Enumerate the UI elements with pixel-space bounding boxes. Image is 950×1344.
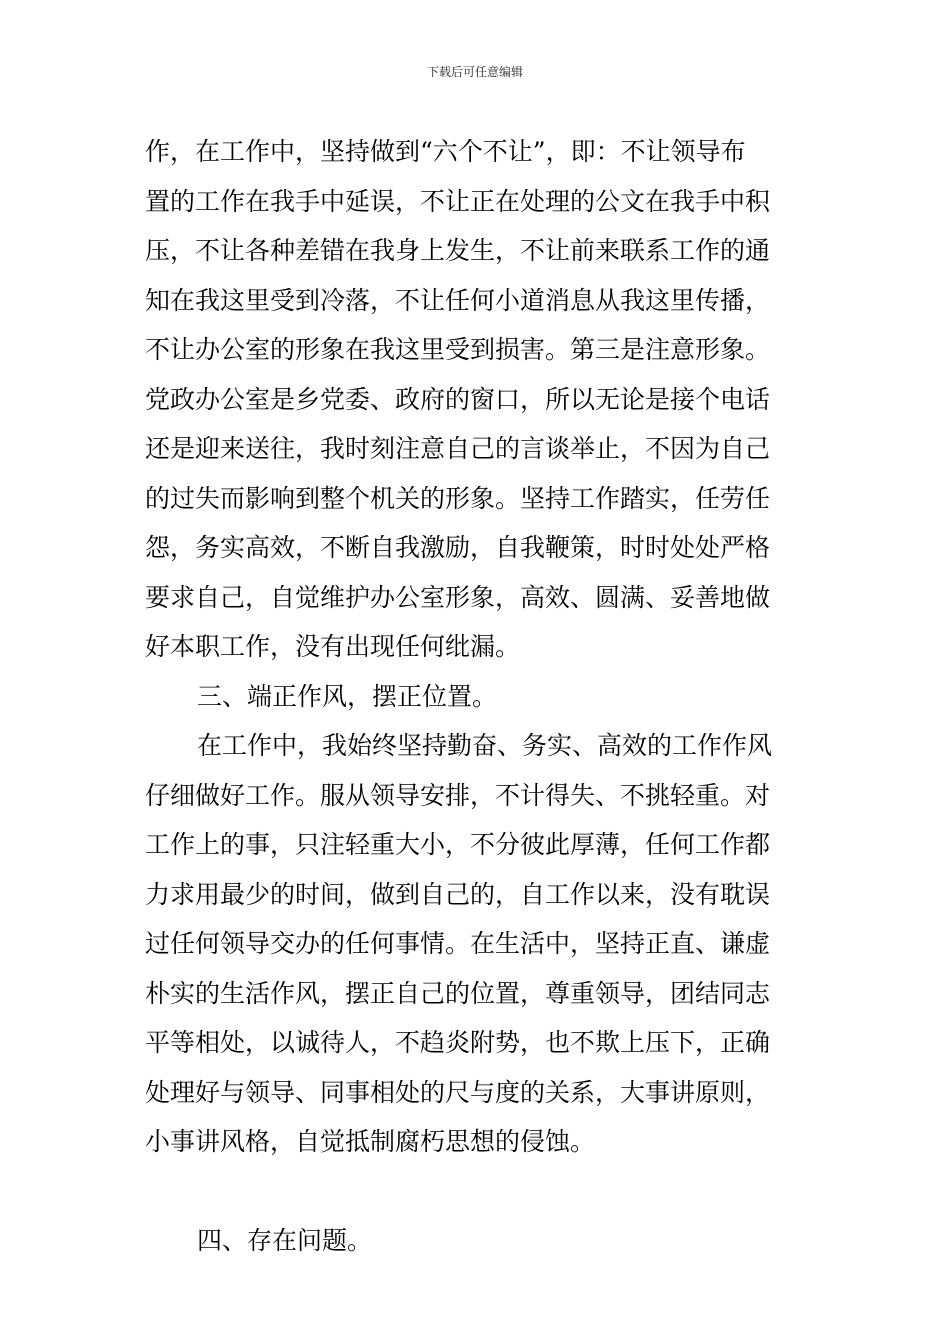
paragraph-line: 不让办公室的形象在我这里受到损害。第三是注意形象。 bbox=[145, 335, 771, 364]
paragraph-line: 工作上的事，只注轻重大小，不分彼此厚薄，任何工作都 bbox=[145, 830, 771, 859]
paragraph-line: 力求用最少的时间，做到自己的，自工作以来，没有耽误 bbox=[145, 879, 771, 909]
paragraph-line: 平等相处，以诚待人，不趋炎附势，也不欺上压下，正确 bbox=[145, 1028, 771, 1057]
paragraph-line: 小事讲风格，自觉抵制腐朽思想的侵蚀。 bbox=[145, 1127, 596, 1156]
section-heading: 四、存在问题。 bbox=[197, 1226, 373, 1255]
paragraph-line: 朴实的生活作风，摆正自己的位置，尊重领导，团结同志 bbox=[145, 978, 771, 1008]
paragraph-line: 过任何领导交办的任何事情。在生活中，坚持正直、谦虚 bbox=[145, 929, 771, 958]
paragraph-line: 仔细做好工作。服从领导安排，不计得失、不挑轻重。对 bbox=[145, 780, 771, 810]
section-heading: 三、端正作风，摆正位置。 bbox=[197, 681, 498, 711]
page-header: 下载后可任意编辑 bbox=[426, 65, 523, 79]
paragraph-line: 知在我这里受到冷落，不让任何小道消息从我这里传播， bbox=[145, 285, 771, 315]
paragraph-line: 置的工作在我手中延误，不让正在处理的公文在我手中积 bbox=[145, 186, 771, 216]
paragraph-line: 在工作中，我始终坚持勤奋、务实、高效的工作作风 bbox=[197, 731, 773, 760]
paragraph-spacer bbox=[145, 1167, 807, 1217]
paragraph-line: 党政办公室是乡党委、政府的窗口，所以无论是接个电话 bbox=[145, 384, 771, 414]
paragraph-line: 的过失而影响到整个机关的形象。坚持工作踏实，任劳任 bbox=[145, 483, 771, 513]
paragraph-line: 压，不让各种差错在我身上发生，不让前来联系工作的通 bbox=[145, 236, 771, 265]
paragraph-line: 要求自己，自觉维护办公室形象，高效、圆满、妥善地做 bbox=[145, 582, 771, 612]
paragraph-line: 还是迎来送往，我时刻注意自己的言谈举止，不因为自己 bbox=[145, 434, 771, 463]
paragraph-line: 怨，务实高效，不断自我激励，自我鞭策，时时处处严格 bbox=[145, 533, 771, 562]
paragraph-line: 作，在工作中，坚持做到“六个不让”，即：不让领导布 bbox=[145, 137, 746, 166]
document-body bbox=[145, 127, 807, 1266]
paragraph-line: 好本职工作，没有出现任何纰漏。 bbox=[145, 632, 521, 661]
paragraph-line: 处理好与领导、同事相处的尺与度的关系，大事讲原则， bbox=[145, 1077, 771, 1107]
